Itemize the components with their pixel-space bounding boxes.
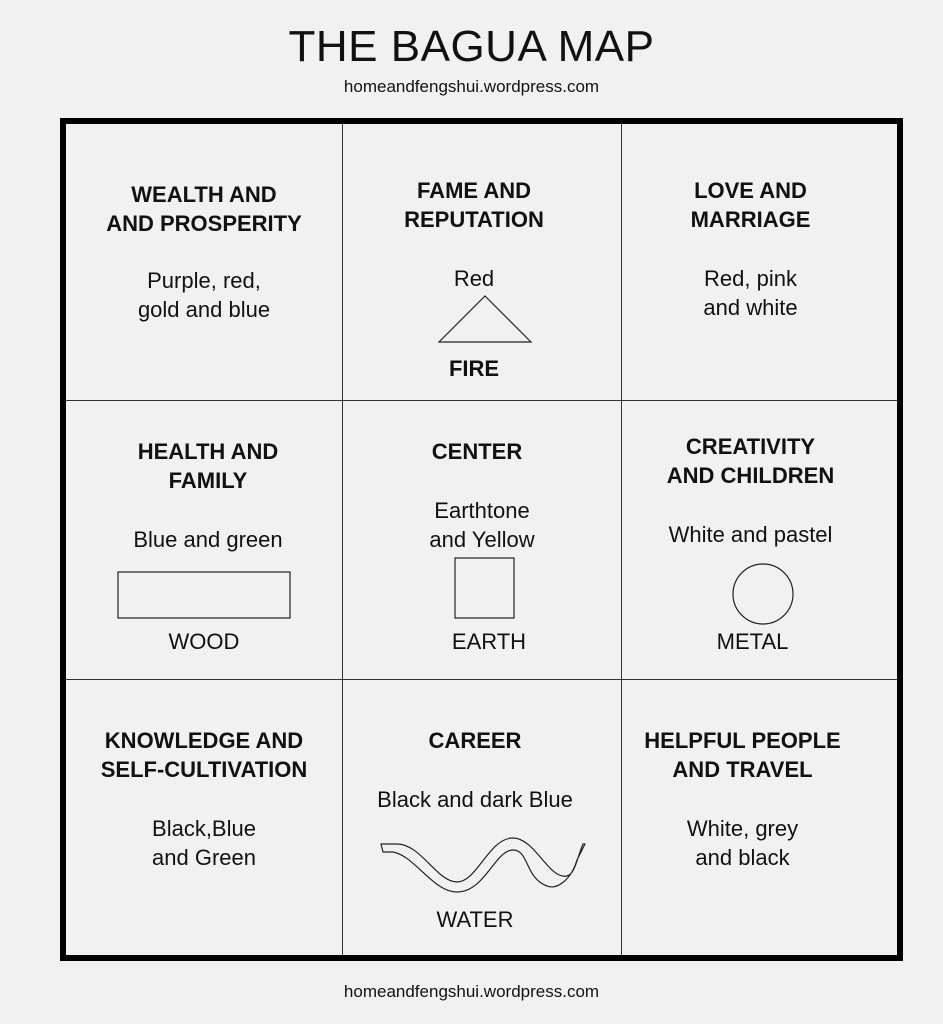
- area-colors: Black,Blue and Green: [152, 816, 256, 870]
- page-subtitle: homeandfengshui.wordpress.com: [343, 77, 600, 96]
- area-title: FAME AND REPUTATION: [404, 178, 544, 232]
- area-element: FIRE: [448, 356, 500, 381]
- cell-wealth: [66, 124, 342, 400]
- area-element: METAL: [716, 629, 789, 654]
- fire-triangle-icon: [437, 294, 533, 344]
- cell-health: [66, 401, 342, 679]
- area-title: CAREER: [428, 728, 522, 753]
- metal-circle-icon: [731, 562, 795, 626]
- area-title: KNOWLEDGE AND SELF-CULTIVATION: [100, 728, 308, 782]
- earth-square-icon: [454, 557, 516, 621]
- area-colors: White, grey and black: [686, 816, 799, 870]
- area-colors: White and pastel: [668, 522, 833, 547]
- wood-rectangle-icon: [117, 571, 293, 621]
- area-title: CENTER: [431, 439, 523, 464]
- cell-fame: [343, 124, 621, 400]
- area-element: WATER: [436, 907, 514, 932]
- cell-career: [343, 680, 621, 961]
- area-element: WOOD: [168, 629, 240, 654]
- area-colors: Red: [453, 266, 495, 291]
- area-title: CREATIVITY AND CHILDREN: [666, 434, 835, 488]
- page-footer: homeandfengshui.wordpress.com: [343, 982, 600, 1001]
- area-title: HEALTH AND FAMILY: [137, 439, 279, 493]
- page-title: THE BAGUA MAP: [288, 22, 655, 71]
- cell-helpful: [622, 680, 903, 961]
- water-wave-icon: [377, 830, 589, 894]
- area-colors: Blue and green: [133, 527, 283, 552]
- bagua-grid: [60, 118, 903, 961]
- area-title: WEALTH AND AND PROSPERITY: [106, 182, 302, 236]
- area-colors: Earthtone and Yellow: [429, 498, 535, 552]
- cell-creativity: [622, 401, 903, 679]
- area-colors: Red, pink and white: [703, 266, 798, 320]
- area-colors: Purple, red, gold and blue: [137, 268, 271, 322]
- area-element: EARTH: [451, 629, 527, 654]
- cell-center: [343, 401, 621, 679]
- area-title: HELPFUL PEOPLE AND TRAVEL: [644, 728, 841, 782]
- area-title: LOVE AND MARRIAGE: [690, 178, 811, 232]
- cell-knowledge: [66, 680, 342, 961]
- area-colors: Black and dark Blue: [377, 787, 573, 812]
- cell-love: [622, 124, 903, 400]
